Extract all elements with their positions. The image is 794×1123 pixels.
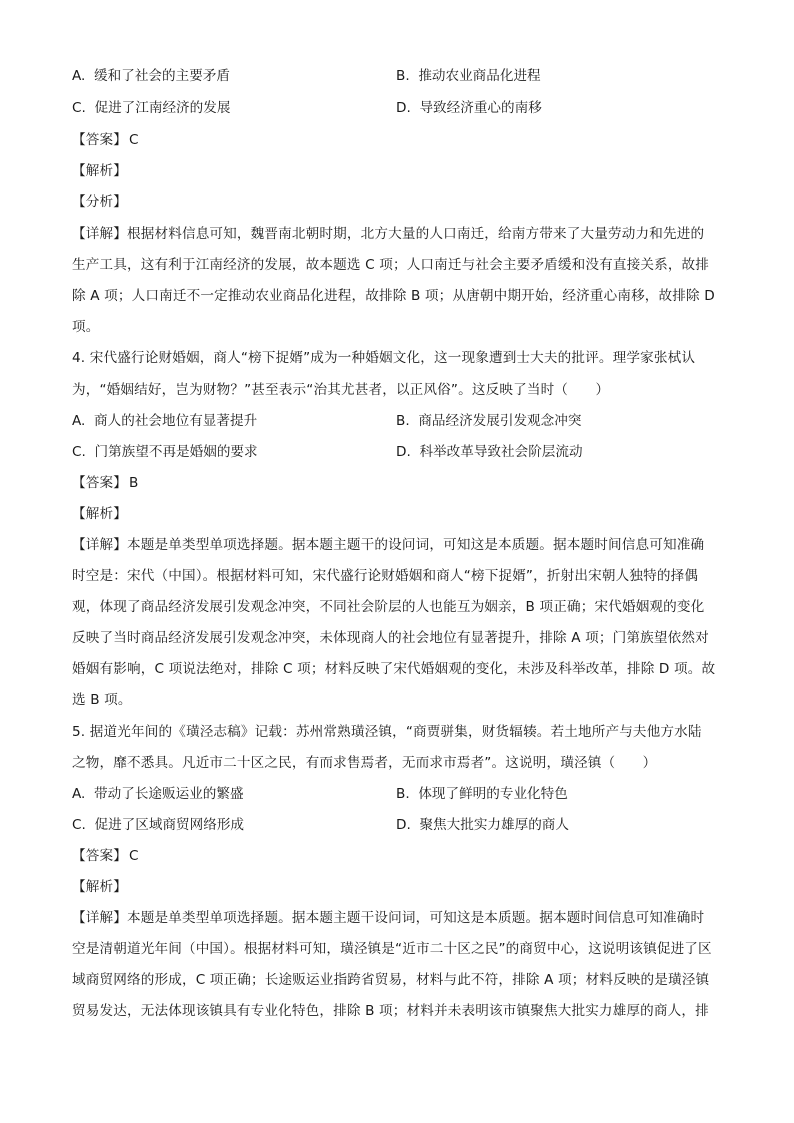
option-text: 促进了江南经济的发展 [94, 100, 231, 116]
option-letter: B. [396, 786, 410, 802]
q3-option-row-2 [72, 98, 722, 118]
answer-value: B [128, 475, 139, 491]
option-letter: B. [396, 68, 410, 84]
option-letter: B. [396, 413, 410, 429]
q4-detail-line-1: 【详解】本题是单类型单项选择题。据本题主题干的设问词，可知这是本质题。据本题时间信息可知准确 [72, 537, 705, 553]
q3-detail-line-1: 【详解】根据材料信息可知，魏晋南北朝时期，北方大量的人口南迁，给南方带来了大量劳动力和先进的 [72, 226, 705, 242]
q3-analysis-tag: 【解析】 [72, 163, 127, 179]
option-text: 商人的社会地位有显著提升 [94, 413, 258, 429]
option-letter: C. [72, 100, 86, 116]
q5-detail-line-3: 域商贸网络的形成，C 项正确；长途贩运业指跨省贸易，材料与此不符，排除 A 项；材料反映的是璜泾镇 [72, 972, 710, 988]
q5-answer [72, 846, 722, 866]
option-letter: A. [72, 413, 86, 429]
q4-stem-line-1: 4. 宋代盛行论财婚姻，商人“榜下捉婿”成为一种婚姻文化，这一现象遭到士大夫的批评。理学家张栻认 [72, 350, 696, 366]
q4-detail-line-4: 反映了当时商品经济发展引发观念冲突，未体现商人的社会地位有显著提升，排除 A 项；门第族望依然对 [72, 630, 709, 646]
option-text: 商品经济发展引发观念冲突 [418, 413, 582, 429]
q5-detail-line-4: 贸易发达，无法体现该镇具有专业化特色，排除 B 项；材料并未表明该市镇聚焦大批实力雄厚的商人，排 [72, 1003, 709, 1019]
option-letter: A. [72, 68, 86, 84]
q4-analysis-tag: 【解析】 [72, 506, 127, 522]
option-text: 聚焦大批实力雄厚的商人 [419, 817, 569, 833]
answer-tag: 【答案】 [72, 475, 127, 491]
q5-option-b [396, 784, 568, 804]
q4-option-b [396, 411, 581, 431]
q4-option-row-2 [72, 442, 722, 462]
answer-value: C [128, 132, 139, 148]
answer-tag: 【答案】 [72, 848, 127, 864]
q3-option-b [396, 66, 541, 86]
q3-option-c [72, 98, 230, 118]
option-letter: C. [72, 817, 86, 833]
q3-fenxi-tag: 【分析】 [72, 194, 127, 210]
option-text: 推动农业商品化进程 [418, 68, 541, 84]
q4-option-a [72, 411, 257, 431]
q4-detail-line-6: 选 B 项。 [72, 692, 132, 708]
q3-option-a [72, 66, 230, 86]
q4-detail-line-3: 观，体现了商品经济发展引发观念冲突，不同社会阶层的人也能互为姻亲，B 项正确；宋代婚姻观的变化 [72, 599, 705, 615]
q5-option-row-2 [72, 815, 722, 835]
q5-analysis-tag: 【解析】 [72, 879, 127, 895]
q3-detail-line-4: 项。 [72, 319, 100, 335]
q5-option-row-1 [72, 784, 722, 804]
q5-detail-line-2: 空是清朝道光年间（中国）。根据材料可知，璜泾镇是“近市二十区之民”的商贸中心，这说明该镇促进了区 [72, 941, 712, 957]
q5-option-a [72, 784, 244, 804]
q5-stem-line-2: 之物，靡不悉具。凡近市二十区之民，有而求售焉者，无而求市焉者”。这说明，璜泾镇（ ） [72, 755, 657, 771]
option-letter: D. [396, 817, 411, 833]
answer-value: C [128, 848, 139, 864]
q3-option-d [396, 98, 542, 118]
q4-answer [72, 473, 722, 493]
answer-tag: 【答案】 [72, 132, 127, 148]
q4-detail-line-5: 婚姻有影响，C 项说法绝对，排除 C 项；材料反映了宋代婚姻观的变化，未涉及科举改革，排除 D 项。故 [72, 661, 716, 677]
q4-option-row-1 [72, 411, 722, 431]
option-text: 体现了鲜明的专业化特色 [418, 786, 568, 802]
q4-detail-line-2: 时空是：宋代（中国）。根据材料可知，宋代盛行论财婚姻和商人“榜下捉婿”，折射出宋朝人独特的择偶 [72, 568, 699, 584]
q3-detail-line-2: 生产工具，这有利于江南经济的发展，故本题选 C 项；人口南迁与社会主要矛盾缓和没有直接关系，故排 [72, 257, 710, 273]
option-letter: D. [396, 444, 411, 460]
option-text: 科举改革导致社会阶层流动 [419, 444, 583, 460]
option-letter: A. [72, 786, 86, 802]
q5-stem-line-1: 5. 据道光年间的《璜泾志稿》记载：苏州常熟璜泾镇，“商贾骈集，财货辐辏。若土地所产与夫他方水陆 [72, 724, 702, 740]
option-text: 促进了区域商贸网络形成 [94, 817, 245, 833]
q4-stem-line-2: 为，“婚姻结好，岂为财物？”甚至表示“治其尤甚者，以正风俗”。这反映了当时（ ） [72, 382, 610, 398]
q3-detail-line-3: 除 A 项；人口南迁不一定推动农业商品化进程，故排除 B 项；从唐朝中期开始，经济重心南移，故排除 D [72, 288, 715, 304]
q3-answer [72, 130, 722, 150]
q5-option-c [72, 815, 244, 835]
option-text: 导致经济重心的南移 [419, 100, 542, 116]
option-text: 缓和了社会的主要矛盾 [94, 68, 230, 84]
option-text: 门第族望不再是婚姻的要求 [94, 444, 258, 460]
q4-option-c [72, 442, 258, 462]
q5-detail-line-1: 【详解】本题是单类型单项选择题。据本题主题干设问词，可知这是本质题。据本题时间信息可知准确时 [72, 910, 705, 926]
option-letter: D. [396, 100, 411, 116]
q4-option-d [396, 442, 583, 462]
q5-option-d [396, 815, 569, 835]
option-letter: C. [72, 444, 86, 460]
option-text: 带动了长途贩运业的繁盛 [94, 786, 244, 802]
q3-option-row-1 [72, 66, 722, 86]
